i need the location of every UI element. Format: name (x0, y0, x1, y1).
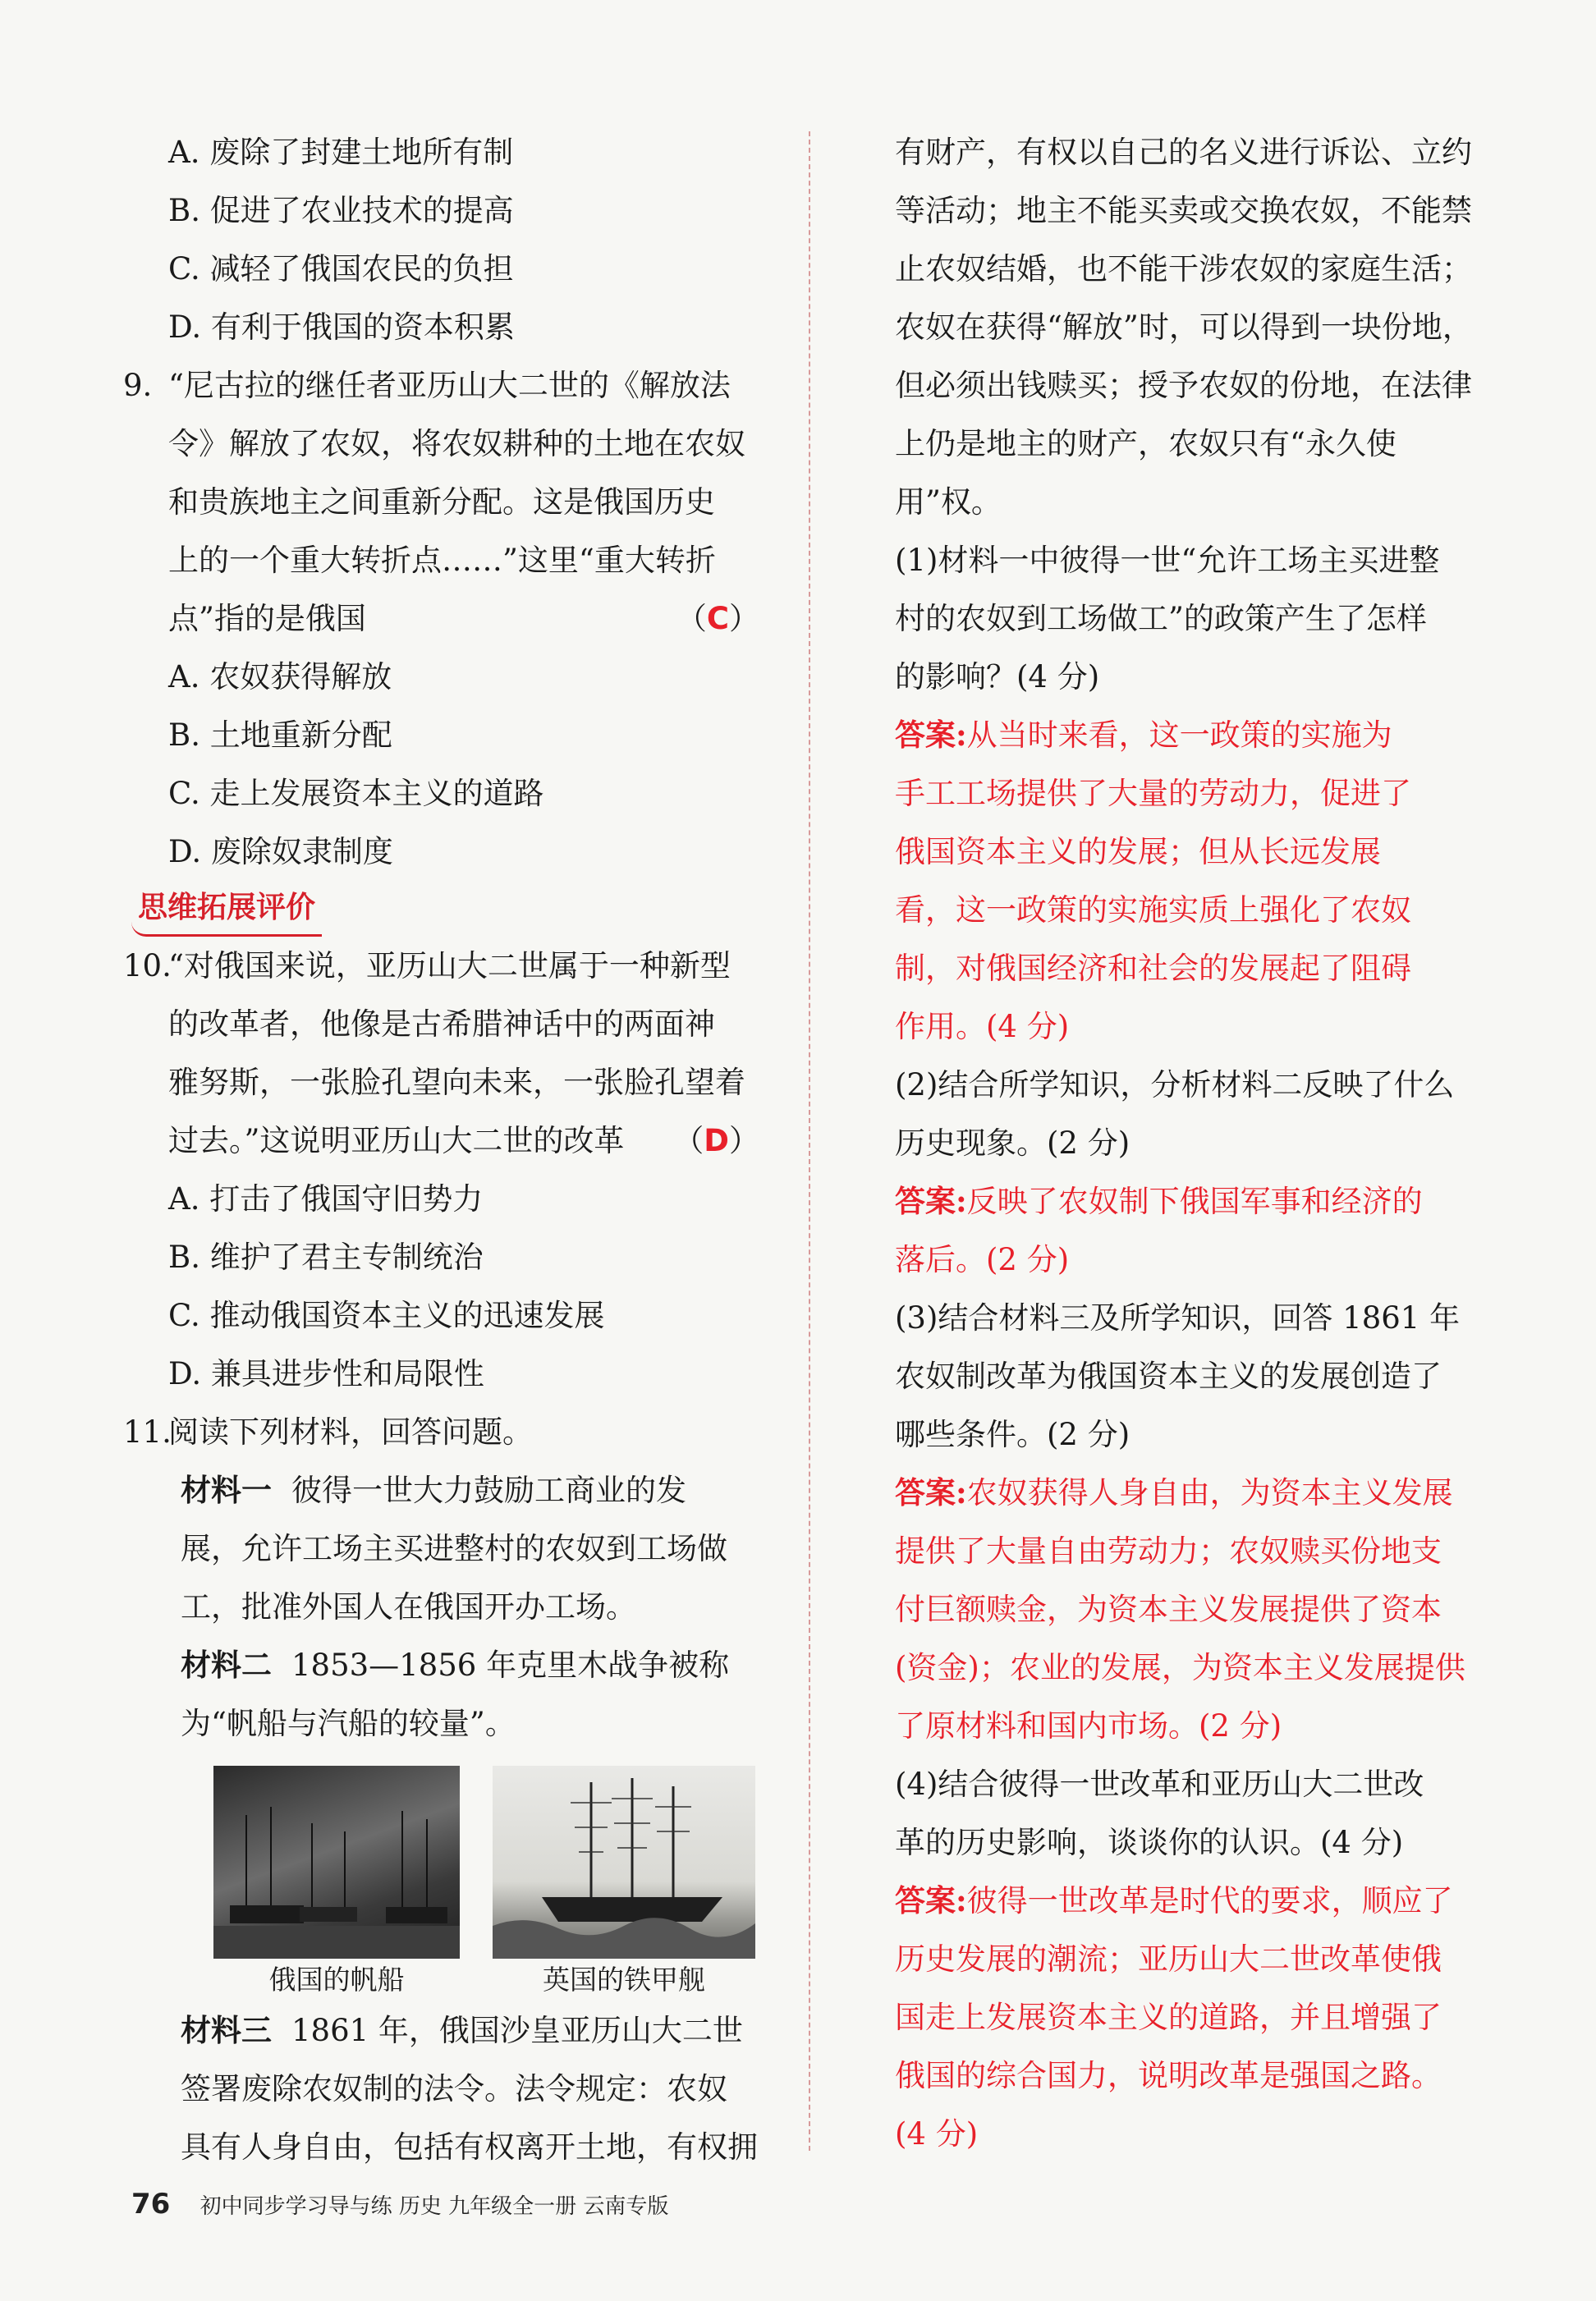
q10-number: 10. (123, 948, 172, 983)
column-divider (809, 131, 810, 2151)
material-2-figures (123, 1766, 788, 2001)
q10-option-d: D. 兼具进步性和局限性 (168, 1356, 484, 1391)
answer-label: 答案: (895, 1474, 967, 1510)
q8-option-b: B. 促进了农业技术的提高 (168, 193, 514, 228)
fig1-caption: 俄国的帆船 (268, 1964, 405, 1996)
material-3-line: 签署废除农奴制的法令。法令规定：农奴 (181, 2071, 727, 2106)
q9-line: “尼古拉的继任者亚历山大二世的《解放法 (168, 368, 731, 403)
section-title: 思维拓展评价 (131, 882, 322, 937)
q10-line: 过去。”这说明亚历山大二世的改革 (168, 1123, 625, 1158)
q10-option-b: B. 维护了君主专制统治 (168, 1240, 484, 1275)
question-11 (123, 1403, 788, 1461)
answer-label: 答案: (895, 1183, 967, 1219)
right-column (895, 123, 1502, 2163)
q9-line: 令》解放了农奴，将农奴耕种的土地在农奴 (168, 426, 745, 461)
q9-option-a: A. 农奴获得解放 (168, 659, 392, 694)
q9-answer-bracket: （C） (676, 601, 759, 636)
q8-option-c: C. 减轻了俄国农民的负担 (168, 251, 514, 286)
material-1-label: 材料一 (181, 1472, 272, 1508)
material-3-line: 等活动；地主不能买卖或交换农奴，不能禁 (895, 193, 1472, 228)
q9-line: 上的一个重大转折点……”这里“重大转折 (168, 543, 716, 578)
q9-option-d: D. 废除奴隶制度 (168, 834, 393, 869)
material-3-line: 上仍是地主的财产，农奴只有“永久使 (895, 426, 1396, 461)
figure-british-ironclad (493, 1766, 755, 2001)
material-2-label: 材料二 (181, 1647, 272, 1683)
page-number: 76 (131, 2188, 171, 2221)
q11-stem: 阅读下列材料，回答问题。 (168, 1414, 533, 1450)
material-3-line: 农奴在获得“解放”时，可以得到一块份地， (895, 309, 1473, 345)
sailboat-image (213, 1766, 460, 1959)
q9-line: 和贵族地主之间重新分配。这是俄国历史 (168, 484, 715, 520)
material-1-line: 展，允许工场主买进整村的农奴到工场做 (181, 1531, 727, 1566)
q10-answer: D (704, 1123, 729, 1158)
sub-question-2: (2)结合所学知识，分析材料二反映了什么 历史现象。(2 分) (895, 1067, 1455, 1161)
material-2-line: 为“帆船与汽船的较量”。 (181, 1706, 516, 1741)
material-2: 材料二 1853—1856 年克里木战争被称 为“帆船与汽船的较量”。 (123, 1636, 788, 1753)
q8-option-d: D. 有利于俄国的资本积累 (168, 309, 515, 345)
ironclad-image (493, 1766, 755, 1959)
answer-3: 答案:农奴获得人身自由，为资本主义发展 提供了大量自由劳动力；农奴赎买份地支 付巨额赎金，为资本主义发展提供了资本 (资金)；农业的发展，为资本主义发展提供 了原材料和国内市场。(2 分) (895, 1474, 1465, 1744)
q10-line: “对俄国来说，亚历山大二世属于一种新型 (168, 948, 731, 983)
question-9 (123, 356, 788, 881)
answer-2: 答案:反映了农奴制下俄国军事和经济的 落后。(2 分) (895, 1183, 1423, 1277)
answer-label: 答案: (895, 717, 967, 753)
fig2-caption: 英国的铁甲舰 (543, 1964, 705, 1996)
sub-question-1: (1)材料一中彼得一世“允许工场主买进整 村的农奴到工场做工”的政策产生了怎样 的影响？(4 分) (895, 543, 1440, 694)
q11-number: 11. (123, 1414, 172, 1450)
material-3: 材料三 1861 年，俄国沙皇亚历山大二世 签署废除农奴制的法令。法令规定：农奴 具有人身自由，包括有权离开土地，有权拥 (123, 2001, 788, 2176)
q10-line: 的改革者，他像是古希腊神话中的两面神 (168, 1006, 715, 1042)
q10-option-a: A. 打击了俄国守旧势力 (168, 1181, 484, 1217)
question-10 (123, 937, 788, 1403)
q10-option-c: C. 推动俄国资本主义的迅速发展 (168, 1298, 605, 1333)
sub-question-3: (3)结合材料三及所学知识，回答 1861 年 农奴制改革为俄国资本主义的发展创造了 哪些条件。(2 分) (895, 1300, 1461, 1452)
material-3-label: 材料三 (181, 2012, 272, 2048)
answer-label: 答案: (895, 1882, 967, 1918)
material-3-line: 用”权。 (895, 484, 1002, 520)
book-title: 初中同步学习导与练 历史 九年级全一册 云南专版 (200, 2194, 669, 2219)
q8-option-a: A. 废除了封建土地所有制 (168, 135, 514, 170)
q9-number: 9. (123, 368, 153, 403)
material-3-line: 但必须出钱赎买；授予农奴的份地，在法律 (895, 368, 1472, 403)
material-3-line: 具有人身自由，包括有权离开土地，有权拥 (181, 2129, 758, 2165)
page-footer (131, 2188, 668, 2221)
material-3-continued (895, 123, 1502, 531)
answer-4: 答案:彼得一世改革是时代的要求，顺应了 历史发展的潮流；亚历山大二世改革使俄 国走上发展资本主义的道路，并且增强了 俄国的综合国力，说明改革是强国之路。 (4 分) (895, 1882, 1453, 2152)
q10-answer-bracket: （D） (673, 1123, 759, 1158)
material-3-line: 有财产，有权以自己的名义进行诉讼、立约 (895, 135, 1472, 170)
q9-option-c: C. 走上发展资本主义的道路 (168, 776, 544, 811)
sub-question-4: (4)结合彼得一世改革和亚历山大二世改 革的历史影响，谈谈你的认识。(4 分) (895, 1767, 1424, 1860)
left-column (123, 123, 788, 2176)
material-1: 材料一 彼得一世大力鼓励工商业的发 展，允许工场主买进整村的农奴到工场做 工，批准外国人在俄国开办工场。 (123, 1461, 788, 1636)
material-3-line: 止农奴结婚，也不能干涉农奴的家庭生活； (895, 251, 1472, 286)
q10-line: 雅努斯，一张脸孔望向未来，一张脸孔望着 (168, 1065, 745, 1100)
q9-line: 点”指的是俄国 (168, 601, 366, 636)
q9-option-b: B. 土地重新分配 (168, 717, 392, 753)
figure-russian-sailboat (213, 1766, 460, 2001)
q9-answer: C (706, 601, 729, 636)
material-1-line: 工，批准外国人在俄国开办工场。 (181, 1589, 636, 1625)
answer-1: 答案:从当时来看，这一政策的实施为 手工工场提供了大量的劳动力，促进了 俄国资本主义的发展；但从长远发展 看，这一政策的实施实质上强化了农奴 制，对俄国经济和社会的发展起了阻碍 作用。(4 分) (895, 717, 1411, 1044)
